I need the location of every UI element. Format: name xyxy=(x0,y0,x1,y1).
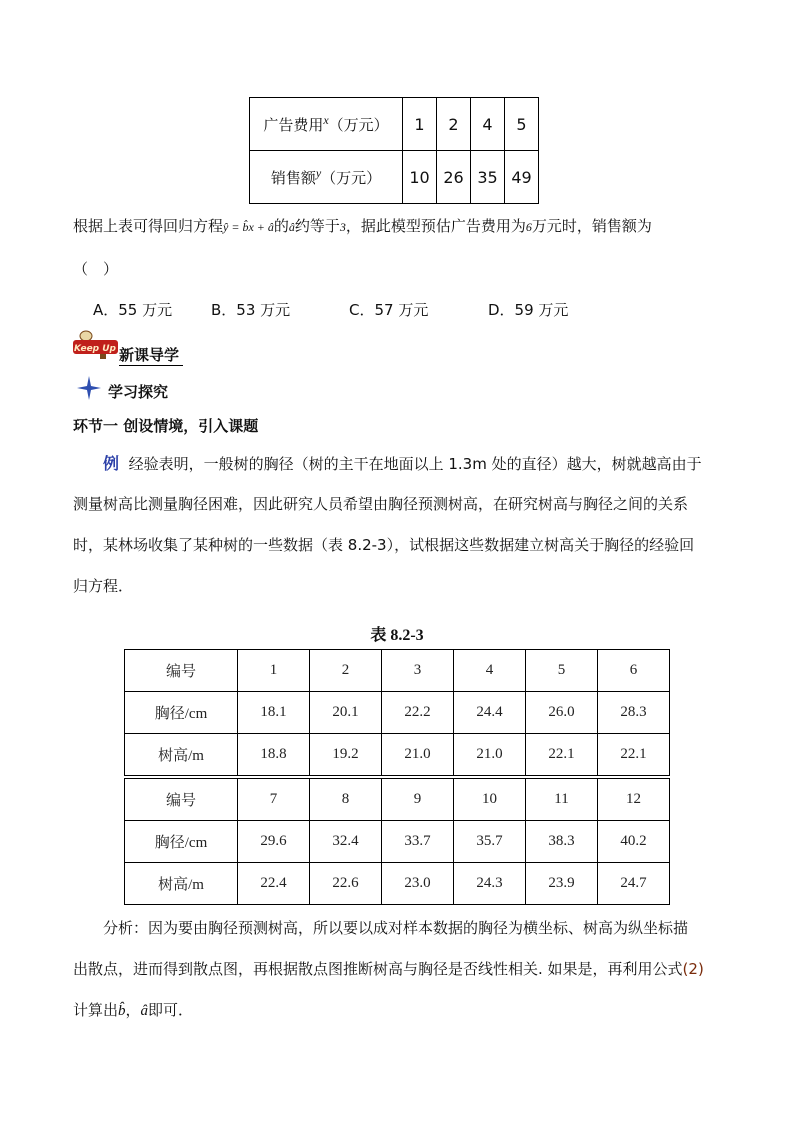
table-cell: 广告费用$^x$（万元） xyxy=(250,98,403,151)
table-cell: 18.1 xyxy=(238,692,310,734)
table-cell: 40.2 xyxy=(598,821,670,863)
example-line-4: 归方程． xyxy=(73,577,134,595)
table-cell: 38.3 xyxy=(526,821,598,863)
table-cell: 24.3 xyxy=(454,863,526,905)
table-cell: 28.3 xyxy=(598,692,670,734)
table-cell: 树高/m xyxy=(125,863,238,905)
analysis-line-3: 计算出b̂，â即可． xyxy=(73,1001,194,1019)
table-cell: 9 xyxy=(382,777,454,821)
star-icon xyxy=(76,375,102,405)
table-cell: 12 xyxy=(598,777,670,821)
table-cell: 29.6 xyxy=(238,821,310,863)
table-cell: 5 xyxy=(526,650,598,692)
table-cell: 3 xyxy=(382,650,454,692)
table-cell: 8 xyxy=(310,777,382,821)
table-cell: 编号 xyxy=(125,777,238,821)
table-cell: 1 xyxy=(403,98,437,151)
table-cell: 32.4 xyxy=(310,821,382,863)
table-row xyxy=(125,821,670,863)
table-cell: 6 xyxy=(598,650,670,692)
table-cell: 4 xyxy=(454,650,526,692)
table-cell: 21.0 xyxy=(454,734,526,778)
table-cell: 树高/m xyxy=(125,734,238,778)
table-row xyxy=(250,151,539,204)
new-course-heading: 新课导学 xyxy=(119,344,183,366)
table-cell: 33.7 xyxy=(382,821,454,863)
table-row xyxy=(125,692,670,734)
table-cell: 22.1 xyxy=(598,734,670,778)
table-cell: 49 xyxy=(505,151,539,204)
question-text: 根据上表可得回归方程ŷ = b̂x + â的â约等于3，据此模型预估广告费用为6万元时，销售额为 xyxy=(73,217,652,235)
option-c: C．57 万元 xyxy=(349,301,429,319)
table-caption: 表 8.2-3 xyxy=(370,627,424,644)
ad-sales-table xyxy=(249,97,539,204)
table-row xyxy=(125,734,670,778)
table-cell: 4 xyxy=(471,98,505,151)
step1-heading: 环节一 创设情境，引入课题 xyxy=(73,417,259,435)
table-cell: 销售额$^y$（万元） xyxy=(250,151,403,204)
formula-ref: (2) xyxy=(682,960,704,978)
table-cell: 19.2 xyxy=(310,734,382,778)
table-cell: 10 xyxy=(454,777,526,821)
logo-text: Keep Up xyxy=(73,344,117,354)
table-cell: 胸径/cm xyxy=(125,692,238,734)
table-cell: 22.1 xyxy=(526,734,598,778)
analysis-line-1: 分析：因为要由胸径预测树高，所以要以成对样本数据的胸径为横坐标、树高为纵坐标描 xyxy=(103,919,689,937)
table-cell: 胸径/cm xyxy=(125,821,238,863)
table-cell: 22.6 xyxy=(310,863,382,905)
table-cell: 35 xyxy=(471,151,505,204)
table-cell: 10 xyxy=(403,151,437,204)
table-cell: 24.7 xyxy=(598,863,670,905)
analysis-line-2: 出散点，进而得到散点图，再根据散点图推断树高与胸径是否线性相关. 如果是，再利用公式(2) xyxy=(73,960,704,978)
table-cell: 1 xyxy=(238,650,310,692)
table-cell: 21.0 xyxy=(382,734,454,778)
table-row xyxy=(125,863,670,905)
table-cell: 35.7 xyxy=(454,821,526,863)
tree-data-table xyxy=(124,649,670,905)
table-cell: 编号 xyxy=(125,650,238,692)
table-row xyxy=(250,98,539,151)
example-line-2: 测量树高比测量胸径困难，因此研究人员希望由胸径预测树高，在研究树高与胸径之间的关系 xyxy=(73,495,689,513)
table-cell: 23.9 xyxy=(526,863,598,905)
table-cell: 11 xyxy=(526,777,598,821)
table-cell: 22.4 xyxy=(238,863,310,905)
option-d: D．59 万元 xyxy=(488,301,569,319)
keep-up-logo xyxy=(72,330,120,360)
table-cell: 24.4 xyxy=(454,692,526,734)
table-cell: 26.0 xyxy=(526,692,598,734)
table-cell: 5 xyxy=(505,98,539,151)
table-row xyxy=(125,777,670,821)
example-tag: 例 xyxy=(103,454,120,473)
table-row xyxy=(125,650,670,692)
example-line-1: 例 经验表明，一般树的胸径（树的主干在地面以上 1.3m 处的直径）越大，树就越高由于 xyxy=(103,454,702,473)
table-cell: 2 xyxy=(437,98,471,151)
table-cell: 20.1 xyxy=(310,692,382,734)
option-a: A．55 万元 xyxy=(93,301,173,319)
table-cell: 26 xyxy=(437,151,471,204)
table-cell: 22.2 xyxy=(382,692,454,734)
table-cell: 7 xyxy=(238,777,310,821)
study-heading: 学习探究 xyxy=(108,383,169,401)
table-cell: 23.0 xyxy=(382,863,454,905)
table-cell: 18.8 xyxy=(238,734,310,778)
table-cell: 2 xyxy=(310,650,382,692)
option-b: B．53 万元 xyxy=(211,301,291,319)
question-blank: （ ） xyxy=(73,260,119,278)
example-line-3: 时，某林场收集了某种树的一些数据（表 8.2-3），试根据这些数据建立树高关于胸径的经验回 xyxy=(73,536,695,554)
